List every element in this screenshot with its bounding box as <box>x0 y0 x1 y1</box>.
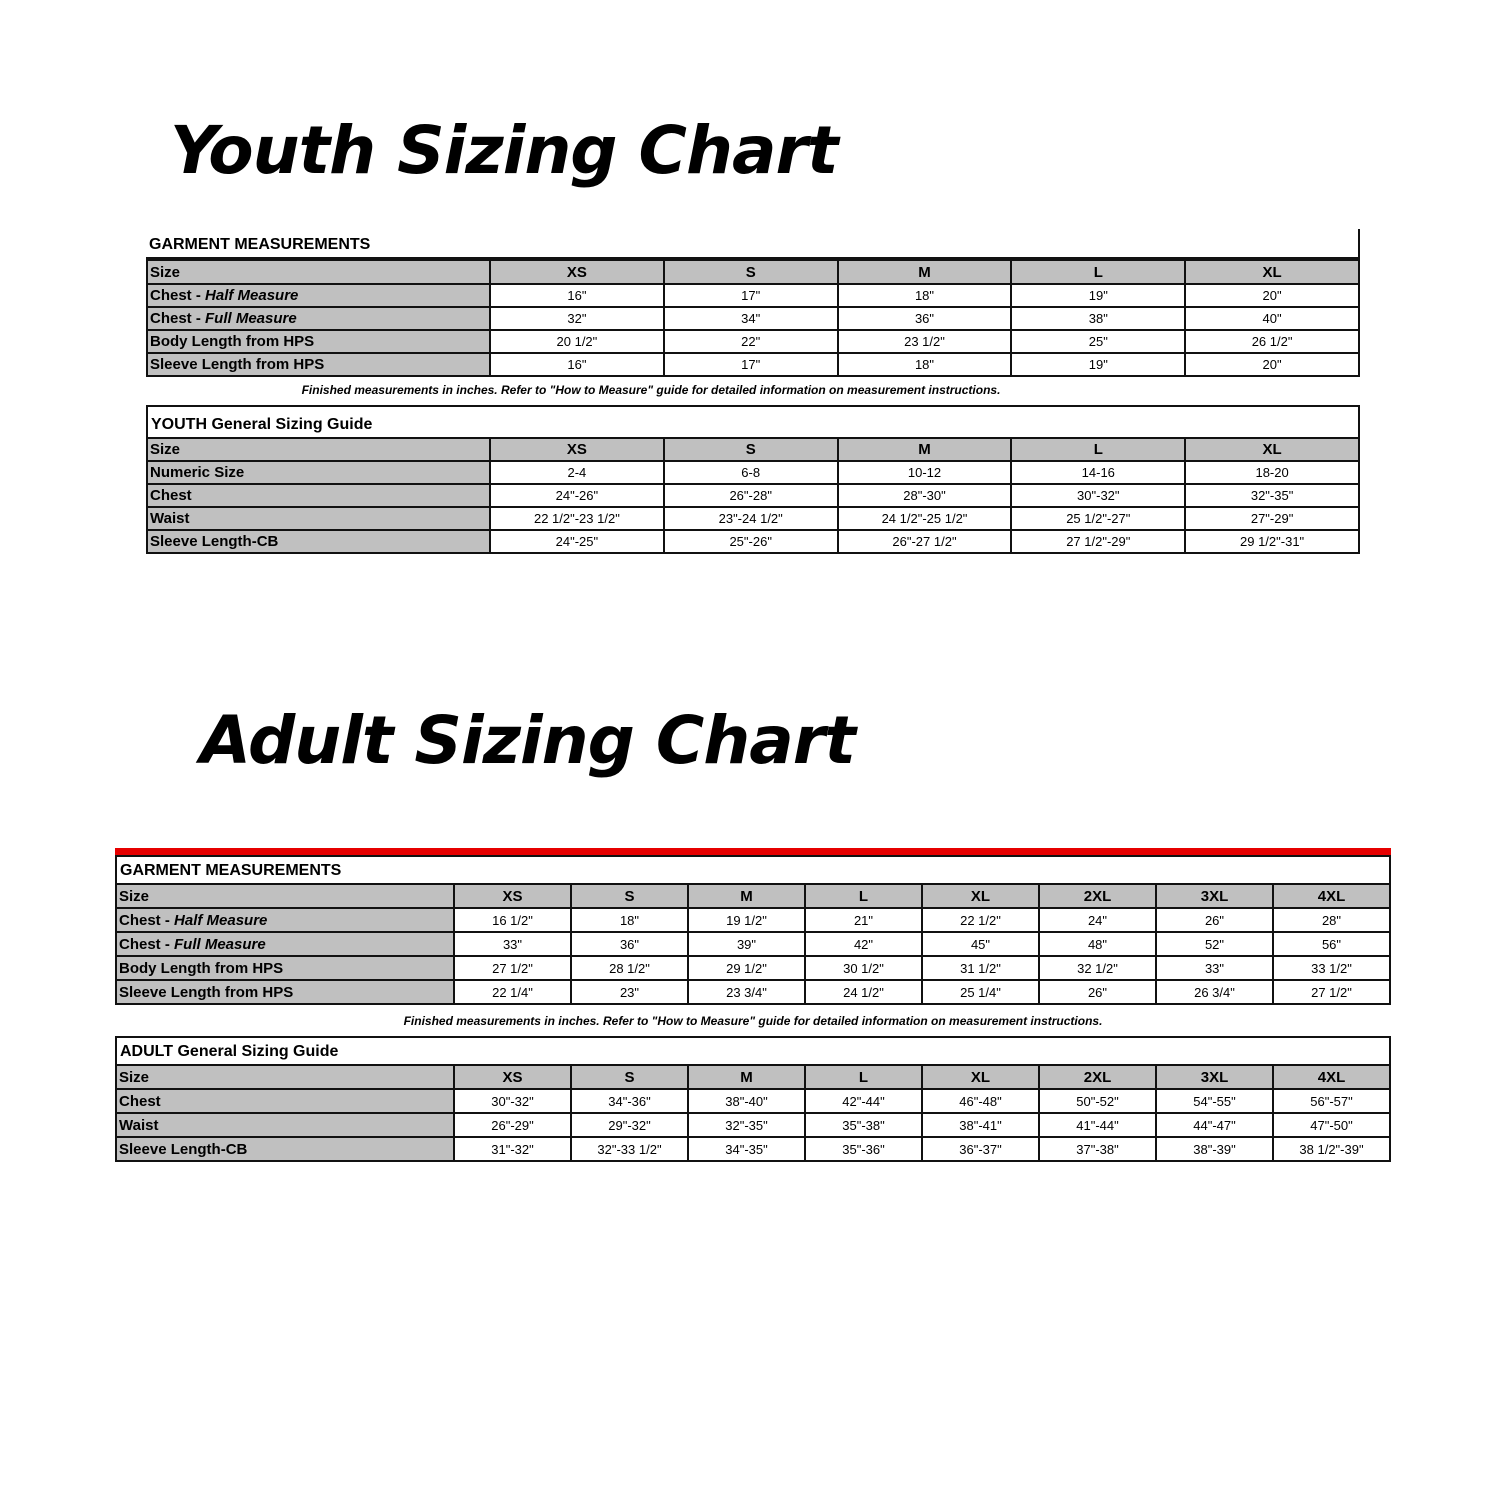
measurement-cell: 30"-32" <box>1011 484 1185 507</box>
measurement-cell: 14-16 <box>1011 461 1185 484</box>
measurement-cell: 31 1/2" <box>922 956 1039 980</box>
size-header-cell: XS <box>490 260 664 284</box>
size-header-cell: L <box>1011 438 1185 461</box>
row-label-italic-text: Half Measure <box>205 287 299 304</box>
row-label-text: Sleeve Length from HPS <box>119 983 294 1001</box>
youth-garment-measurements-table <box>146 229 1360 377</box>
row-label-text: Chest - <box>150 310 206 327</box>
measurement-cell: 19" <box>1011 284 1185 307</box>
adult-guide-grid <box>115 1064 1391 1162</box>
table-row <box>116 1089 1390 1113</box>
measurement-cell: 37"-38" <box>1039 1137 1156 1161</box>
measurement-cell: 38"-40" <box>688 1089 805 1113</box>
adult-general-sizing-guide <box>115 1036 1391 1162</box>
size-header-cell: 4XL <box>1273 1065 1390 1089</box>
row-label-text: Sleeve Length from HPS <box>150 356 325 373</box>
row-label-text: Chest - <box>150 287 206 304</box>
size-header-cell: M <box>838 438 1012 461</box>
row-label-text: Chest - <box>119 911 175 929</box>
size-header-cell: XS <box>454 1065 571 1089</box>
measurement-cell: 24 1/2" <box>805 980 922 1004</box>
table-row <box>147 461 1359 484</box>
measurement-cell: 2-4 <box>490 461 664 484</box>
table-row <box>147 530 1359 553</box>
measurement-cell: 29 1/2" <box>688 956 805 980</box>
measurement-cell: 45" <box>922 932 1039 956</box>
measurement-cell: 20 1/2" <box>490 330 664 353</box>
measurement-cell: 34"-35" <box>688 1137 805 1161</box>
measurement-cell: 25"-26" <box>664 530 838 553</box>
size-header-cell: S <box>571 1065 688 1089</box>
row-label-italic-text: Full Measure <box>205 310 297 327</box>
size-header-cell: M <box>838 260 1012 284</box>
measurement-cell: 22 1/2"-23 1/2" <box>490 507 664 530</box>
measurement-cell: 52" <box>1156 932 1273 956</box>
measurement-cell: 32"-33 1/2" <box>571 1137 688 1161</box>
measurement-cell: 38" <box>1011 307 1185 330</box>
measurement-cell: 24"-26" <box>490 484 664 507</box>
measurement-cell: 26"-28" <box>664 484 838 507</box>
size-header-cell: XL <box>922 1065 1039 1089</box>
size-header-cell: L <box>805 1065 922 1089</box>
measurement-cell: 28" <box>1273 908 1390 932</box>
measurement-cell: 16" <box>490 353 664 376</box>
measurement-cell: 23" <box>571 980 688 1004</box>
row-label-italic-text: Full Measure <box>174 935 266 953</box>
size-header-cell: L <box>1011 260 1185 284</box>
row-label: Size <box>116 884 454 908</box>
adult-garment-title: GARMENT MEASUREMENTS <box>115 855 1391 883</box>
youth-guide-title: YOUTH General Sizing Guide <box>146 405 1360 437</box>
measurement-cell: 30 1/2" <box>805 956 922 980</box>
size-header-row <box>147 260 1359 284</box>
measurement-cell: 17" <box>664 284 838 307</box>
adult-accent-bar <box>115 848 1391 855</box>
table-row <box>116 1113 1390 1137</box>
measurement-cell: 23"-24 1/2" <box>664 507 838 530</box>
row-label <box>116 908 454 932</box>
measurement-cell: 27 1/2"-29" <box>1011 530 1185 553</box>
size-header-cell: L <box>805 884 922 908</box>
measurement-cell: 26 3/4" <box>1156 980 1273 1004</box>
size-header-row <box>116 1065 1390 1089</box>
measurement-cell: 20" <box>1185 353 1359 376</box>
measurement-cell: 24"-25" <box>490 530 664 553</box>
row-label <box>116 956 454 980</box>
measurement-cell: 22" <box>664 330 838 353</box>
youth-garment-grid <box>146 259 1360 377</box>
measurement-cell: 36"-37" <box>922 1137 1039 1161</box>
youth-measurement-note: Finished measurements in inches. Refer to "How to Measure" guide for detailed information on measurement instructions. <box>301 383 1001 397</box>
measurement-cell: 34"-36" <box>571 1089 688 1113</box>
table-row <box>147 307 1359 330</box>
size-header-cell: XL <box>922 884 1039 908</box>
youth-chart-heading: Youth Sizing Chart <box>170 112 838 189</box>
measurement-cell: 16" <box>490 284 664 307</box>
row-label-text: Chest - <box>119 935 175 953</box>
measurement-cell: 42" <box>805 932 922 956</box>
row-label <box>147 530 490 553</box>
measurement-cell: 32" <box>490 307 664 330</box>
measurement-cell: 33" <box>454 932 571 956</box>
size-header-row <box>147 438 1359 461</box>
measurement-cell: 31"-32" <box>454 1137 571 1161</box>
size-header-cell: M <box>688 884 805 908</box>
table-row <box>116 956 1390 980</box>
row-label: Size <box>147 438 490 461</box>
measurement-cell: 25 1/4" <box>922 980 1039 1004</box>
youth-general-sizing-guide <box>146 405 1360 554</box>
measurement-cell: 29"-32" <box>571 1113 688 1137</box>
measurement-cell: 35"-38" <box>805 1113 922 1137</box>
measurement-cell: 19" <box>1011 353 1185 376</box>
table-row <box>116 980 1390 1004</box>
measurement-cell: 26"-27 1/2" <box>838 530 1012 553</box>
row-label-text: Sleeve Length-CB <box>150 533 279 550</box>
measurement-cell: 47"-50" <box>1273 1113 1390 1137</box>
measurement-cell: 24" <box>1039 908 1156 932</box>
measurement-cell: 22 1/2" <box>922 908 1039 932</box>
table-row <box>147 484 1359 507</box>
row-label <box>147 484 490 507</box>
size-header-cell: 2XL <box>1039 884 1156 908</box>
row-label-text: Chest <box>119 1092 161 1110</box>
table-row <box>116 932 1390 956</box>
row-label <box>116 1113 454 1137</box>
measurement-cell: 18" <box>838 353 1012 376</box>
measurement-cell: 32"-35" <box>1185 484 1359 507</box>
row-label-text: Waist <box>119 1116 159 1134</box>
measurement-cell: 26" <box>1039 980 1156 1004</box>
measurement-cell: 42"-44" <box>805 1089 922 1113</box>
measurement-cell: 18" <box>838 284 1012 307</box>
table-row <box>147 507 1359 530</box>
measurement-cell: 23 3/4" <box>688 980 805 1004</box>
measurement-cell: 18-20 <box>1185 461 1359 484</box>
measurement-cell: 24 1/2"-25 1/2" <box>838 507 1012 530</box>
measurement-cell: 26 1/2" <box>1185 330 1359 353</box>
row-label <box>147 330 490 353</box>
row-label <box>116 1137 454 1161</box>
size-header-cell: S <box>664 438 838 461</box>
measurement-cell: 10-12 <box>838 461 1012 484</box>
measurement-cell: 38 1/2"-39" <box>1273 1137 1390 1161</box>
measurement-cell: 56"-57" <box>1273 1089 1390 1113</box>
size-header-row <box>116 884 1390 908</box>
adult-measurement-note: Finished measurements in inches. Refer to "How to Measure" guide for detailed information on measurement instructions. <box>403 1014 1103 1028</box>
row-label <box>147 507 490 530</box>
adult-chart-heading: Adult Sizing Chart <box>200 702 855 779</box>
measurement-cell: 32"-35" <box>688 1113 805 1137</box>
adult-garment-measurements-table <box>115 855 1391 1005</box>
measurement-cell: 23 1/2" <box>838 330 1012 353</box>
measurement-cell: 28"-30" <box>838 484 1012 507</box>
measurement-cell: 22 1/4" <box>454 980 571 1004</box>
row-label <box>147 353 490 376</box>
row-label-italic-text: Half Measure <box>174 911 268 929</box>
table-row <box>147 353 1359 376</box>
measurement-cell: 18" <box>571 908 688 932</box>
measurement-cell: 17" <box>664 353 838 376</box>
measurement-cell: 30"-32" <box>454 1089 571 1113</box>
measurement-cell: 27 1/2" <box>1273 980 1390 1004</box>
row-label: Size <box>116 1065 454 1089</box>
size-header-cell: XS <box>490 438 664 461</box>
measurement-cell: 44"-47" <box>1156 1113 1273 1137</box>
measurement-cell: 27"-29" <box>1185 507 1359 530</box>
measurement-cell: 34" <box>664 307 838 330</box>
size-header-cell: M <box>688 1065 805 1089</box>
measurement-cell: 33" <box>1156 956 1273 980</box>
adult-guide-title: ADULT General Sizing Guide <box>115 1036 1391 1064</box>
table-row <box>116 908 1390 932</box>
row-label-text: Numeric Size <box>150 464 245 481</box>
measurement-cell: 25 1/2"-27" <box>1011 507 1185 530</box>
table-row <box>116 1137 1390 1161</box>
measurement-cell: 16 1/2" <box>454 908 571 932</box>
measurement-cell: 19 1/2" <box>688 908 805 932</box>
size-header-cell: 3XL <box>1156 1065 1273 1089</box>
measurement-cell: 38"-39" <box>1156 1137 1273 1161</box>
row-label <box>147 284 490 307</box>
measurement-cell: 29 1/2"-31" <box>1185 530 1359 553</box>
measurement-cell: 33 1/2" <box>1273 956 1390 980</box>
size-header-cell: XS <box>454 884 571 908</box>
row-label <box>116 932 454 956</box>
youth-garment-title: GARMENT MEASUREMENTS <box>146 229 1360 259</box>
table-row <box>147 330 1359 353</box>
measurement-cell: 26" <box>1156 908 1273 932</box>
measurement-cell: 6-8 <box>664 461 838 484</box>
measurement-cell: 20" <box>1185 284 1359 307</box>
adult-garment-grid <box>115 883 1391 1005</box>
size-header-cell: S <box>664 260 838 284</box>
size-header-cell: 2XL <box>1039 1065 1156 1089</box>
row-label <box>116 980 454 1004</box>
measurement-cell: 25" <box>1011 330 1185 353</box>
size-header-cell: 4XL <box>1273 884 1390 908</box>
size-header-cell: S <box>571 884 688 908</box>
row-label <box>116 1089 454 1113</box>
measurement-cell: 50"-52" <box>1039 1089 1156 1113</box>
measurement-cell: 39" <box>688 932 805 956</box>
measurement-cell: 38"-41" <box>922 1113 1039 1137</box>
table-row <box>147 284 1359 307</box>
row-label-text: Waist <box>150 510 190 527</box>
youth-guide-grid <box>146 437 1360 554</box>
measurement-cell: 54"-55" <box>1156 1089 1273 1113</box>
row-label <box>147 307 490 330</box>
row-label-text: Body Length from HPS <box>119 959 284 977</box>
measurement-cell: 46"-48" <box>922 1089 1039 1113</box>
measurement-cell: 48" <box>1039 932 1156 956</box>
row-label <box>147 461 490 484</box>
measurement-cell: 21" <box>805 908 922 932</box>
measurement-cell: 32 1/2" <box>1039 956 1156 980</box>
measurement-cell: 35"-36" <box>805 1137 922 1161</box>
measurement-cell: 28 1/2" <box>571 956 688 980</box>
size-header-cell: XL <box>1185 438 1359 461</box>
measurement-cell: 56" <box>1273 932 1390 956</box>
measurement-cell: 27 1/2" <box>454 956 571 980</box>
size-header-cell: 3XL <box>1156 884 1273 908</box>
size-header-cell: XL <box>1185 260 1359 284</box>
row-label-text: Body Length from HPS <box>150 333 315 350</box>
row-label-text: Sleeve Length-CB <box>119 1140 248 1158</box>
row-label: Size <box>147 260 490 284</box>
measurement-cell: 26"-29" <box>454 1113 571 1137</box>
row-label-text: Chest <box>150 487 192 504</box>
measurement-cell: 41"-44" <box>1039 1113 1156 1137</box>
measurement-cell: 36" <box>838 307 1012 330</box>
measurement-cell: 40" <box>1185 307 1359 330</box>
measurement-cell: 36" <box>571 932 688 956</box>
